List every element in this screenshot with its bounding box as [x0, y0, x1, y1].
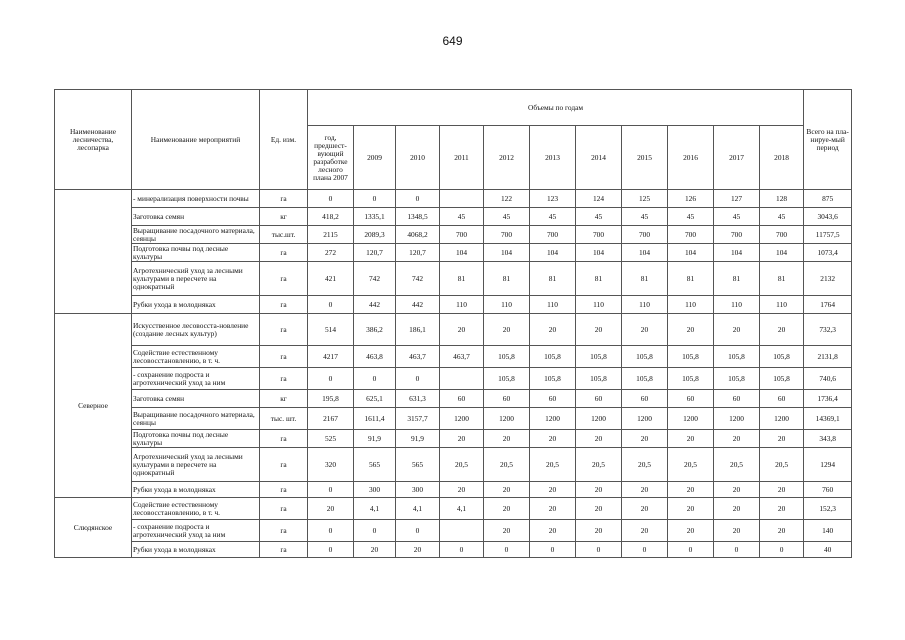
- activity-name: Выращивание посадочного материала, сеянцы: [132, 226, 260, 244]
- value-cell: 45: [714, 208, 760, 226]
- activity-name: Заготовка семян: [132, 390, 260, 408]
- value-cell: 1200: [714, 408, 760, 430]
- value-cell: 120,7: [396, 244, 440, 262]
- activity-name: Выращивание посадочного материала, сеянцы: [132, 408, 260, 430]
- value-cell: 463,7: [396, 346, 440, 368]
- value-cell: 186,1: [396, 314, 440, 346]
- activity-name: Рубки ухода в молодняках: [132, 542, 260, 558]
- value-cell: 81: [714, 262, 760, 296]
- value-cell: 125: [622, 190, 668, 208]
- value-cell: 3157,7: [396, 408, 440, 430]
- activity-name: Подготовка почвы под лесные культуры: [132, 430, 260, 448]
- unit-cell: га: [260, 482, 308, 498]
- activity-name: Рубки ухода в молодняках: [132, 482, 260, 498]
- value-cell: 20: [576, 498, 622, 520]
- total-cell: 11757,5: [804, 226, 852, 244]
- value-cell: 20: [530, 498, 576, 520]
- value-cell: 127: [714, 190, 760, 208]
- activity-name: Рубки ухода в молодняках: [132, 296, 260, 314]
- table-row: [55, 520, 852, 542]
- value-cell: 20: [484, 314, 530, 346]
- value-cell: 20: [714, 498, 760, 520]
- header-pre-year: год, предшест-вующий разработке лесного плана 2007: [308, 126, 354, 190]
- header-unit: Ед. изм.: [260, 90, 308, 190]
- value-cell: 20,5: [576, 448, 622, 482]
- total-cell: 1764: [804, 296, 852, 314]
- value-cell: 104: [714, 244, 760, 262]
- total-cell: 140: [804, 520, 852, 542]
- total-cell: 152,3: [804, 498, 852, 520]
- table-row: [55, 482, 852, 498]
- value-cell: 20: [622, 520, 668, 542]
- value-cell: 20: [308, 498, 354, 520]
- total-cell: 1073,4: [804, 244, 852, 262]
- total-cell: 732,3: [804, 314, 852, 346]
- forestry-activities-table: [54, 89, 852, 558]
- table-row: [55, 498, 852, 520]
- unit-cell: га: [260, 296, 308, 314]
- value-cell: 0: [396, 190, 440, 208]
- activity-name: Подготовка почвы под лесные культуры: [132, 244, 260, 262]
- value-cell: 105,8: [760, 346, 804, 368]
- value-cell: 105,8: [530, 368, 576, 390]
- value-cell: 525: [308, 430, 354, 448]
- table-row: [55, 314, 852, 346]
- forestry-name: Слюдянское: [55, 498, 132, 558]
- value-cell: 104: [576, 244, 622, 262]
- value-cell: 20: [622, 430, 668, 448]
- value-cell: 20: [760, 520, 804, 542]
- unit-cell: тыс. шт.: [260, 408, 308, 430]
- value-cell: 60: [760, 390, 804, 408]
- value-cell: 20: [668, 498, 714, 520]
- value-cell: 45: [760, 208, 804, 226]
- value-cell: 4,1: [396, 498, 440, 520]
- value-cell: 463,8: [354, 346, 396, 368]
- unit-cell: кг: [260, 390, 308, 408]
- value-cell: 126: [668, 190, 714, 208]
- activity-name: Агротехнический уход за лесными культурами в пересчете на однократный: [132, 448, 260, 482]
- value-cell: 1200: [760, 408, 804, 430]
- value-cell: 45: [668, 208, 714, 226]
- value-cell: 20: [714, 430, 760, 448]
- value-cell: 0: [396, 368, 440, 390]
- value-cell: 421: [308, 262, 354, 296]
- value-cell: 104: [530, 244, 576, 262]
- value-cell: 2089,3: [354, 226, 396, 244]
- value-cell: 700: [576, 226, 622, 244]
- value-cell: 442: [396, 296, 440, 314]
- table-row: [55, 226, 852, 244]
- header-year: 2015: [622, 126, 668, 190]
- value-cell: 105,8: [484, 346, 530, 368]
- activity-name: Заготовка семян: [132, 208, 260, 226]
- value-cell: 20: [622, 482, 668, 498]
- value-cell: 81: [530, 262, 576, 296]
- unit-cell: га: [260, 244, 308, 262]
- table-row: [55, 430, 852, 448]
- value-cell: 0: [714, 542, 760, 558]
- unit-cell: га: [260, 498, 308, 520]
- unit-cell: га: [260, 542, 308, 558]
- value-cell: 20: [576, 430, 622, 448]
- value-cell: 0: [668, 542, 714, 558]
- header-year: 2012: [484, 126, 530, 190]
- value-cell: 110: [668, 296, 714, 314]
- value-cell: 105,8: [622, 346, 668, 368]
- value-cell: 20,5: [714, 448, 760, 482]
- value-cell: 110: [714, 296, 760, 314]
- value-cell: 700: [668, 226, 714, 244]
- value-cell: 20: [396, 542, 440, 558]
- value-cell: 20: [484, 430, 530, 448]
- total-cell: 875: [804, 190, 852, 208]
- value-cell: 128: [760, 190, 804, 208]
- value-cell: 20,5: [760, 448, 804, 482]
- value-cell: 300: [396, 482, 440, 498]
- value-cell: 0: [308, 190, 354, 208]
- value-cell: 122: [484, 190, 530, 208]
- value-cell: 60: [530, 390, 576, 408]
- header-year: 2011: [440, 126, 484, 190]
- value-cell: 81: [622, 262, 668, 296]
- header-forestry: Наименование лесничества, лесопарка: [55, 90, 132, 190]
- table-row: [55, 390, 852, 408]
- total-cell: 740,6: [804, 368, 852, 390]
- header-year: 2018: [760, 126, 804, 190]
- value-cell: 0: [354, 368, 396, 390]
- value-cell: 105,8: [714, 368, 760, 390]
- unit-cell: га: [260, 430, 308, 448]
- value-cell: 104: [668, 244, 714, 262]
- value-cell: 20: [760, 430, 804, 448]
- value-cell: 1200: [484, 408, 530, 430]
- value-cell: 45: [622, 208, 668, 226]
- value-cell: 45: [530, 208, 576, 226]
- value-cell: 105,8: [576, 368, 622, 390]
- value-cell: 123: [530, 190, 576, 208]
- value-cell: 0: [308, 482, 354, 498]
- value-cell: 105,8: [576, 346, 622, 368]
- value-cell: 20,5: [530, 448, 576, 482]
- value-cell: 110: [484, 296, 530, 314]
- value-cell: 20,5: [668, 448, 714, 482]
- value-cell: 60: [440, 390, 484, 408]
- value-cell: 0: [308, 520, 354, 542]
- value-cell: 20: [484, 520, 530, 542]
- value-cell: 20,5: [440, 448, 484, 482]
- value-cell: 81: [484, 262, 530, 296]
- value-cell: 300: [354, 482, 396, 498]
- header-year: 2010: [396, 126, 440, 190]
- value-cell: 60: [622, 390, 668, 408]
- value-cell: 1348,5: [396, 208, 440, 226]
- activity-name: - сохранение подроста и агротехнический уход за ним: [132, 368, 260, 390]
- value-cell: 700: [760, 226, 804, 244]
- value-cell: 110: [760, 296, 804, 314]
- value-cell: 45: [576, 208, 622, 226]
- value-cell: 386,2: [354, 314, 396, 346]
- value-cell: 565: [354, 448, 396, 482]
- value-cell: 20: [622, 314, 668, 346]
- value-cell: 1200: [530, 408, 576, 430]
- value-cell: 124: [576, 190, 622, 208]
- table-row: [55, 448, 852, 482]
- value-cell: 20: [484, 498, 530, 520]
- header-volumes: Объемы по годам: [308, 90, 804, 126]
- value-cell: 105,8: [484, 368, 530, 390]
- value-cell: 1335,1: [354, 208, 396, 226]
- value-cell: 20: [530, 520, 576, 542]
- value-cell: 2115: [308, 226, 354, 244]
- value-cell: 20: [440, 430, 484, 448]
- value-cell: 0: [760, 542, 804, 558]
- value-cell: 320: [308, 448, 354, 482]
- header-activity: Наименование мероприятий: [132, 90, 260, 190]
- table-body: [55, 190, 852, 558]
- value-cell: 0: [530, 542, 576, 558]
- total-cell: 40: [804, 542, 852, 558]
- value-cell: 20: [668, 430, 714, 448]
- value-cell: 45: [440, 208, 484, 226]
- value-cell: 2167: [308, 408, 354, 430]
- activity-name: Искусственное лесовосста-новление (создание лесных культур): [132, 314, 260, 346]
- table-row: [55, 296, 852, 314]
- value-cell: 20: [760, 314, 804, 346]
- value-cell: 105,8: [530, 346, 576, 368]
- table-row: [55, 208, 852, 226]
- unit-cell: га: [260, 346, 308, 368]
- value-cell: 0: [396, 520, 440, 542]
- value-cell: 20: [576, 314, 622, 346]
- value-cell: 91,9: [396, 430, 440, 448]
- value-cell: 631,3: [396, 390, 440, 408]
- value-cell: 20: [530, 430, 576, 448]
- activity-name: Содействие естественному лесовосстановлению, в т. ч.: [132, 346, 260, 368]
- value-cell: 1200: [622, 408, 668, 430]
- value-cell: 20: [668, 520, 714, 542]
- page-number: 649: [442, 34, 463, 48]
- value-cell: 4217: [308, 346, 354, 368]
- header-total: Всего на пла-нируе-мый период: [804, 90, 852, 190]
- value-cell: 0: [354, 190, 396, 208]
- value-cell: 4,1: [354, 498, 396, 520]
- value-cell: 195,8: [308, 390, 354, 408]
- value-cell: 20: [760, 482, 804, 498]
- header-year: 2014: [576, 126, 622, 190]
- value-cell: 700: [484, 226, 530, 244]
- value-cell: 0: [354, 520, 396, 542]
- value-cell: 20: [530, 314, 576, 346]
- total-cell: 343,8: [804, 430, 852, 448]
- value-cell: 20,5: [484, 448, 530, 482]
- unit-cell: кг: [260, 208, 308, 226]
- unit-cell: тыс.шт.: [260, 226, 308, 244]
- value-cell: 418,2: [308, 208, 354, 226]
- value-cell: 1200: [576, 408, 622, 430]
- value-cell: 1200: [440, 408, 484, 430]
- value-cell: 0: [576, 542, 622, 558]
- value-cell: [440, 368, 484, 390]
- value-cell: 60: [714, 390, 760, 408]
- value-cell: 272: [308, 244, 354, 262]
- value-cell: 104: [760, 244, 804, 262]
- table-row: [55, 346, 852, 368]
- total-cell: 2132: [804, 262, 852, 296]
- table-row: [55, 368, 852, 390]
- value-cell: 110: [622, 296, 668, 314]
- value-cell: 20: [576, 482, 622, 498]
- table-row: [55, 408, 852, 430]
- value-cell: [440, 520, 484, 542]
- header-year: 2017: [714, 126, 760, 190]
- value-cell: 20,5: [622, 448, 668, 482]
- total-cell: 1736,4: [804, 390, 852, 408]
- unit-cell: га: [260, 520, 308, 542]
- value-cell: 0: [308, 368, 354, 390]
- value-cell: 20: [440, 482, 484, 498]
- value-cell: 20: [576, 520, 622, 542]
- forestry-name: Северное: [55, 314, 132, 498]
- value-cell: 81: [760, 262, 804, 296]
- value-cell: 4068,2: [396, 226, 440, 244]
- activity-name: - сохранение подроста и агротехнический уход за ним: [132, 520, 260, 542]
- table-row: [55, 542, 852, 558]
- value-cell: 20: [440, 314, 484, 346]
- value-cell: 60: [576, 390, 622, 408]
- value-cell: 104: [484, 244, 530, 262]
- value-cell: 0: [622, 542, 668, 558]
- value-cell: 81: [440, 262, 484, 296]
- header-year: 2016: [668, 126, 714, 190]
- unit-cell: га: [260, 314, 308, 346]
- value-cell: 110: [530, 296, 576, 314]
- value-cell: 463,7: [440, 346, 484, 368]
- value-cell: 700: [622, 226, 668, 244]
- value-cell: 60: [484, 390, 530, 408]
- header-year: 2013: [530, 126, 576, 190]
- unit-cell: га: [260, 368, 308, 390]
- value-cell: 700: [440, 226, 484, 244]
- activity-name: - минерализация поверхности почвы: [132, 190, 260, 208]
- value-cell: 742: [354, 262, 396, 296]
- value-cell: [440, 190, 484, 208]
- value-cell: 1611,4: [354, 408, 396, 430]
- total-cell: 14369,1: [804, 408, 852, 430]
- value-cell: 110: [576, 296, 622, 314]
- value-cell: 110: [440, 296, 484, 314]
- value-cell: 742: [396, 262, 440, 296]
- table-row: [55, 262, 852, 296]
- value-cell: 0: [308, 542, 354, 558]
- total-cell: 3043,6: [804, 208, 852, 226]
- value-cell: 105,8: [714, 346, 760, 368]
- value-cell: 0: [308, 296, 354, 314]
- value-cell: 60: [668, 390, 714, 408]
- value-cell: 81: [576, 262, 622, 296]
- total-cell: 2131,8: [804, 346, 852, 368]
- value-cell: 442: [354, 296, 396, 314]
- value-cell: 20: [484, 482, 530, 498]
- value-cell: 20: [668, 314, 714, 346]
- value-cell: 4,1: [440, 498, 484, 520]
- forestry-name: [55, 190, 132, 314]
- value-cell: 105,8: [668, 346, 714, 368]
- value-cell: 104: [440, 244, 484, 262]
- table-header: [55, 90, 852, 190]
- value-cell: 700: [714, 226, 760, 244]
- value-cell: 20: [760, 498, 804, 520]
- value-cell: 20: [354, 542, 396, 558]
- unit-cell: га: [260, 448, 308, 482]
- value-cell: 20: [714, 314, 760, 346]
- value-cell: 105,8: [622, 368, 668, 390]
- value-cell: 120,7: [354, 244, 396, 262]
- value-cell: 20: [668, 482, 714, 498]
- unit-cell: га: [260, 262, 308, 296]
- value-cell: 700: [530, 226, 576, 244]
- value-cell: 45: [484, 208, 530, 226]
- value-cell: 81: [668, 262, 714, 296]
- value-cell: 20: [714, 482, 760, 498]
- value-cell: 20: [714, 520, 760, 542]
- header-year: 2009: [354, 126, 396, 190]
- table-row: [55, 244, 852, 262]
- table-row: [55, 190, 852, 208]
- activity-name: Содействие естественному лесовосстановлению, в т. ч.: [132, 498, 260, 520]
- value-cell: 0: [440, 542, 484, 558]
- value-cell: 104: [622, 244, 668, 262]
- value-cell: 1200: [668, 408, 714, 430]
- unit-cell: га: [260, 190, 308, 208]
- value-cell: 105,8: [760, 368, 804, 390]
- value-cell: 20: [530, 482, 576, 498]
- value-cell: 0: [484, 542, 530, 558]
- value-cell: 625,1: [354, 390, 396, 408]
- value-cell: 91,9: [354, 430, 396, 448]
- value-cell: 105,8: [668, 368, 714, 390]
- value-cell: 514: [308, 314, 354, 346]
- activity-name: Агротехнический уход за лесными культурами в пересчете на однократный: [132, 262, 260, 296]
- total-cell: 760: [804, 482, 852, 498]
- total-cell: 1294: [804, 448, 852, 482]
- value-cell: 20: [622, 498, 668, 520]
- value-cell: 565: [396, 448, 440, 482]
